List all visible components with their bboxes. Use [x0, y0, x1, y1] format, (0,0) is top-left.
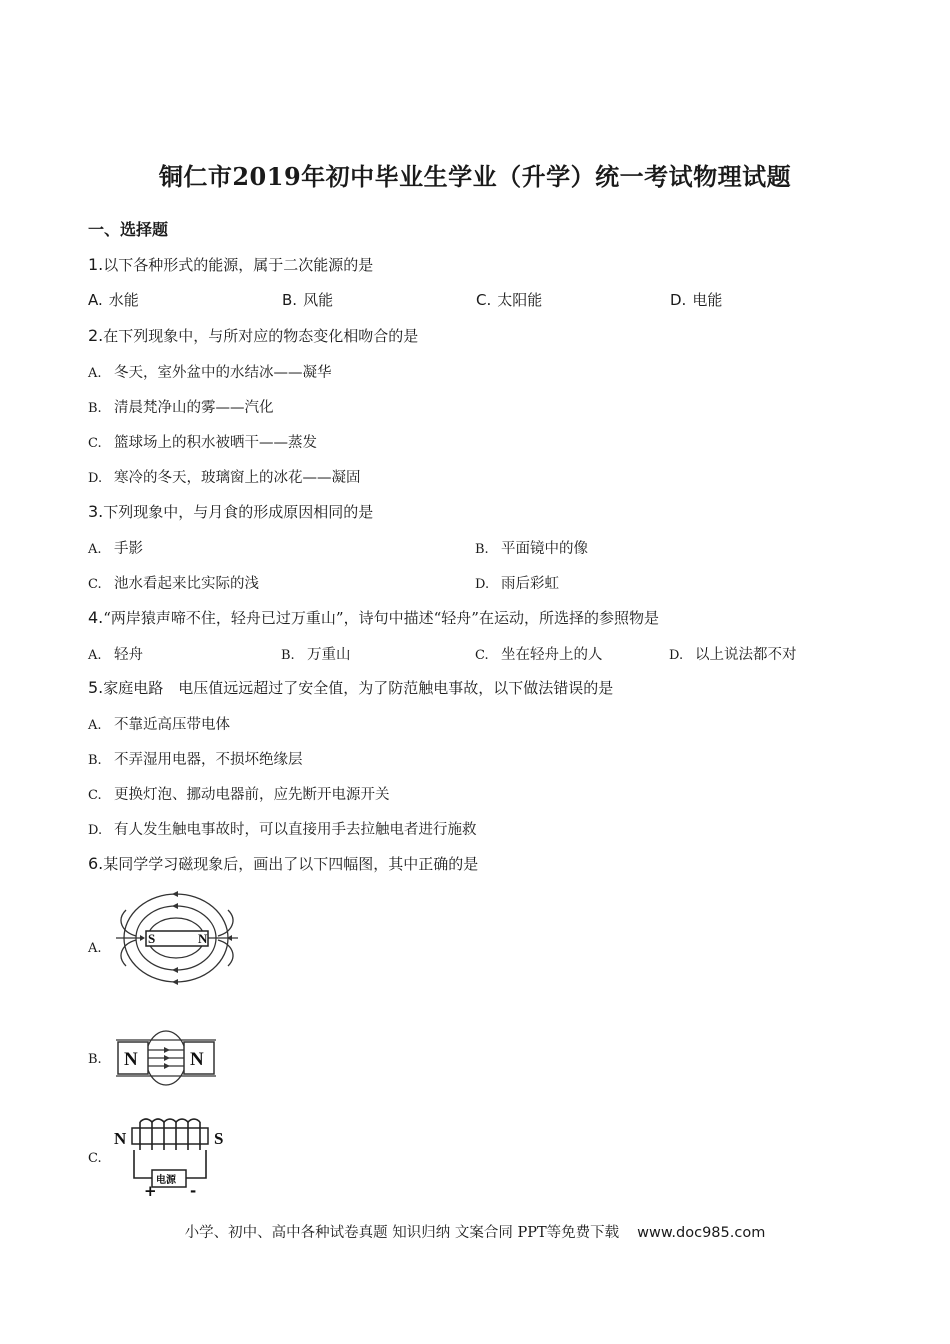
power-source-label: 电源 — [156, 1175, 176, 1186]
q5-option-c: C. 更换灯泡、挪动电器前，应先断开电源开关 — [88, 787, 390, 803]
q6-figure-b-label: B. — [88, 1052, 102, 1067]
pole-label-n-right: N — [190, 1049, 204, 1070]
question-text: 以下各种形式的能源，属于二次能源的是 — [103, 256, 374, 274]
pole-label-n: N — [198, 931, 208, 946]
pole-label-s: S — [148, 931, 156, 946]
question-number: 1. — [88, 255, 104, 274]
q5-option-d: D. 有人发生触电事故时，可以直接用手去拉触电者进行施救 — [88, 822, 477, 838]
q4-option-b: B. 万重山 — [281, 647, 351, 663]
page-title: 铜仁市2019年初中毕业生学业（升学）统一考试物理试题 — [158, 162, 792, 191]
question-1 — [88, 254, 373, 275]
q6-figure-c-label: C. — [88, 1151, 102, 1166]
q3-option-b: B. 平面镜中的像 — [475, 541, 588, 557]
page-footer — [0, 1221, 950, 1242]
q1-option-d: D. 电能 — [670, 291, 723, 309]
q4-option-d: D. 以上说法都不对 — [669, 647, 797, 663]
q3-option-a: A. 手影 — [88, 541, 143, 557]
q5-option-a: A. 不靠近高压带电体 — [88, 717, 230, 733]
plus-terminal: + — [144, 1182, 157, 1198]
two-north-poles-diagram-b — [112, 1024, 222, 1094]
question-4: 4.“两岸猿声啼不住，轻舟已过万重山”，诗句中描述“轻舟”在运动，所选择的参照物是 — [88, 608, 659, 627]
question-3: 3.下列现象中，与月食的形成原因相同的是 — [88, 502, 374, 521]
q4-option-a: A. 轻舟 — [88, 647, 143, 663]
q3-option-c: C. 池水看起来比实际的浅 — [88, 576, 259, 592]
section-heading: 一、选择题 — [88, 220, 169, 239]
solenoid-circuit-diagram-c — [112, 1112, 232, 1198]
footer-text: 小学、初中、高中各种试卷真题 知识归纳 文案合同 PPT等免费下载 — [184, 1225, 620, 1241]
question-6: 6.某同学学习磁现象后，画出了以下四幅图，其中正确的是 — [88, 854, 479, 873]
q1-option-b: B. 风能 — [282, 291, 334, 309]
q1-option-c: C. 太阳能 — [476, 291, 543, 309]
bar-magnet-field-diagram-a — [112, 888, 242, 988]
q6-figure-a-label: A. — [88, 941, 102, 956]
footer-url[interactable]: www.doc985.com — [637, 1225, 766, 1241]
pole-label-n-left: N — [124, 1049, 138, 1070]
question-2: 2.在下列现象中，与所对应的物态变化相吻合的是 — [88, 326, 419, 345]
pole-label-s: S — [214, 1129, 224, 1148]
minus-terminal: - — [190, 1182, 197, 1198]
pole-label-n: N — [114, 1129, 127, 1148]
q2-option-c: C. 篮球场上的积水被晒干——蒸发 — [88, 435, 317, 451]
question-5: 5.家庭电路 电压值远远超过了安全值，为了防范触电事故，以下做法错误的是 — [88, 678, 614, 697]
q2-option-a: A. 冬天，室外盆中的水结冰——凝华 — [88, 365, 332, 381]
q3-option-d: D. 雨后彩虹 — [475, 576, 559, 592]
q1-option-a: A. 水能 — [88, 291, 139, 309]
q4-option-c: C. 坐在轻舟上的人 — [475, 647, 603, 663]
q5-option-b: B. 不弄湿用电器，不损坏绝缘层 — [88, 752, 303, 768]
q2-option-b: B. 清晨梵净山的雾——汽化 — [88, 400, 274, 416]
q2-option-d: D. 寒冷的冬天，玻璃窗上的冰花——凝固 — [88, 470, 361, 486]
